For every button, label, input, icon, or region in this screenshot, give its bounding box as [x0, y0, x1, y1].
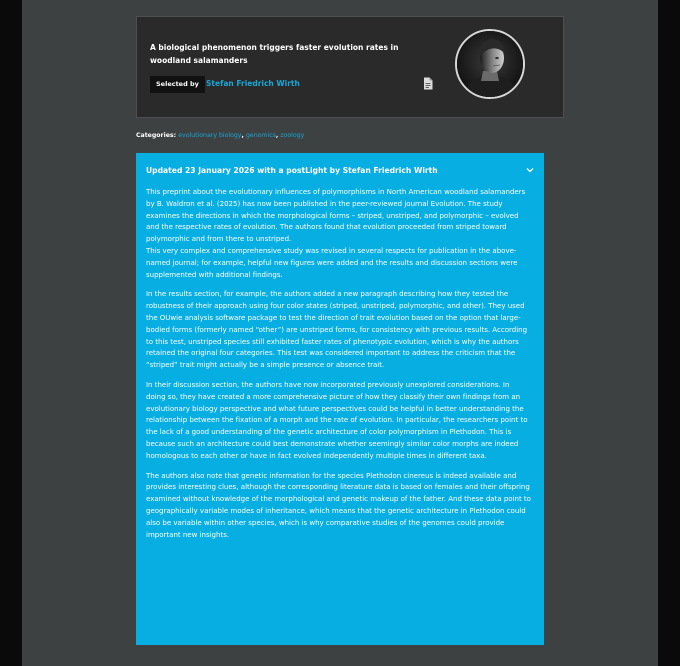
update-paragraph-1: This preprint about the evolutionary influences of polymorphisms in North American woodland salamanders by B. Waldron et al. (2025) has now been published in the peer-reviewed journal Evolution. The study examines the directions in which the morphological forms – striped, unstriped, and polymorphic – evolved and the respective rates of evolution. The authors found that evolution proceeded from striped toward polymorphic and from there to unstriped.	[146, 187, 526, 244]
author-portrait-icon	[457, 31, 523, 97]
update-paragraph-4: In their discussion section, the authors have now incorporated previously unexplored considerations. In doing so, they have created a more comprehensive picture of how they classify their own findings from an evolutionary biology perspective and what future perspectives could be helpful in better understanding the relationship between the fixation of a morph and the rate of evolution. In particular, the researchers point to the lack of a good understanding of the genetic architecture of color polymorphism in Plethodon. This is because such an architecture could best demonstrate whether seemingly similar color morphs are indeed homologous to each other or have in fact evolved independently multiple times in different taxa.	[146, 379, 528, 460]
author-link[interactable]: Stefan Friedrich Wirth	[206, 79, 300, 88]
update-heading: Updated 23 January 2026 with a postLight by Stefan Friedrich Wirth	[146, 166, 438, 175]
author-avatar[interactable]	[455, 29, 525, 99]
document-icon[interactable]	[423, 75, 433, 88]
update-paragraph-5: The authors also note that genetic information for the species Plethodon cinereus is indeed available and provides interesting clues, although the corresponding literature data is based on females and their offspring examined without knowledge of the morphological and genetic makeup of the father. And these data point to geographically variable modes of inheritance, which means that the genetic architecture in Plethodon could also be variable within other species, which is why comparative studies of the genomes could provide important new insights.	[146, 470, 531, 539]
update-panel-header[interactable]	[146, 165, 531, 177]
page-background	[22, 0, 658, 666]
selected-by-label: Selected by	[150, 76, 205, 93]
article-title[interactable]: A biological phenomenon triggers faster evolution rates in woodland salamanders	[150, 43, 399, 65]
category-link-evolutionary-biology[interactable]: evolutionary biology	[178, 132, 242, 139]
categories-label: Categories:	[136, 132, 177, 139]
update-paragraph-2: This very complex and comprehensive study was revised in several respects for publication in the above-named journal; for example, helpful new figures were added and the results and discussion sections were supplemented with additional findings.	[146, 245, 518, 279]
chevron-down-icon[interactable]	[525, 165, 535, 175]
category-link-genomics[interactable]: genomics	[246, 132, 276, 139]
category-link-zoology[interactable]: zoology	[280, 132, 305, 139]
selection-card	[136, 16, 564, 118]
categories-line: Categories: evolutionary biology, genomics, zoology	[136, 132, 305, 139]
update-paragraph-3: In the results section, for example, the authors added a new paragraph describing how they tested the robustness of their approach using four color states (striped, unstriped, polymorphic, and other). They used the OUwie analysis software package to test the direction of trait evolution based on the option that large-bodied forms (formerly named “other”) are unstriped forms, for consistency with previous results. According to this test, unstriped species still exhibited faster rates of phenotypic evolution, which is why the authors retained the original four categories. This test was considered important to address the criticism that the “striped” trait might actually be a simple presence or absence trait.	[146, 289, 528, 370]
update-panel	[136, 153, 544, 645]
